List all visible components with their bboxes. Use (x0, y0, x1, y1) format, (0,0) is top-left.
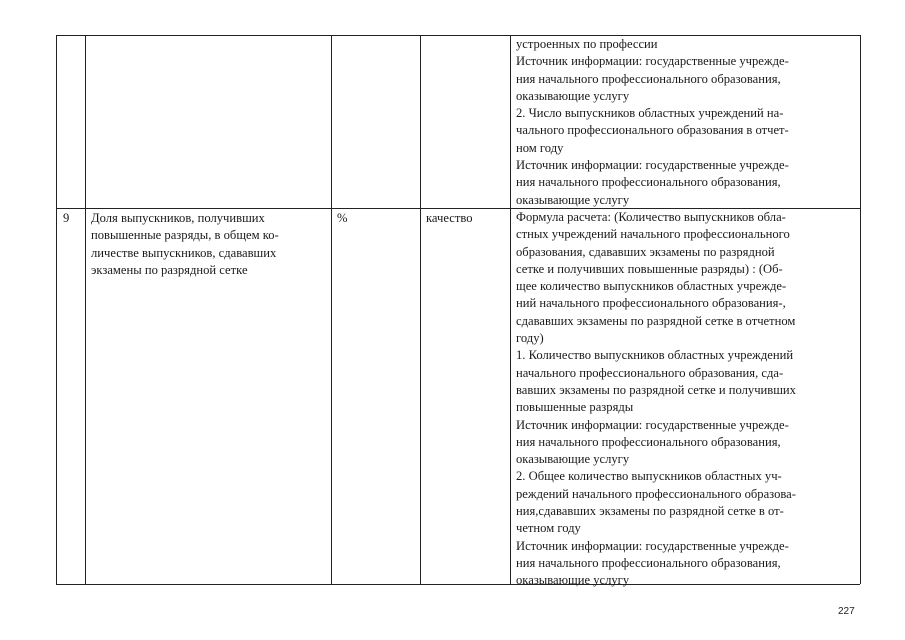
indicator-line: повышенные разряды, в общем ко- (91, 228, 279, 243)
description-line: сдававших экзамены по разрядной сетке в отчетном (516, 313, 796, 328)
description-line: Источник информации: государственные учрежде- (516, 417, 789, 432)
column-divider-type (510, 35, 511, 584)
row-number: 9 (63, 211, 70, 225)
description-line: Источник информации: государственные учрежде- (516, 158, 789, 173)
description-line: чального профессионального образования в отчет- (516, 123, 789, 138)
description-line: ния начального профессионального образования, (516, 175, 781, 190)
indicator-line: экзамены по разрядной сетке (91, 262, 248, 277)
unit-of-measure: % (337, 211, 348, 225)
description-line: ния,сдававших экзамены по разрядной сетке в от- (516, 504, 784, 519)
indicator-name (91, 210, 329, 279)
description-line: ния начального профессионального образования, (516, 434, 781, 449)
continued-row-description (516, 36, 858, 209)
page-number: 227 (838, 606, 855, 617)
description-line: ния начального профессионального образования, (516, 71, 781, 86)
description-line: ния начального профессионального образования, (516, 555, 781, 570)
description-line: устроенных по профессии (516, 37, 658, 51)
description-line: Источник информации: государственные учрежде- (516, 54, 789, 69)
column-divider-unit (420, 35, 421, 584)
description-line: оказывающие услугу (516, 573, 630, 588)
description-line: стных учреждений начального профессионального (516, 227, 790, 242)
description-line: сетке и получивших повышенные разряды) : (Об- (516, 261, 783, 276)
column-divider-indicator (331, 35, 332, 584)
description-line: щее количество выпускников областных учрежде- (516, 279, 787, 294)
description-line: оказывающие услугу (516, 88, 630, 103)
description-line: вавших экзамены по разрядной сетке и получивших (516, 382, 796, 397)
description-line: Формула расчета: (Количество выпускников обла- (516, 210, 786, 224)
column-divider-number (85, 35, 86, 584)
description-line: 2. Общее количество выпускников областных уч- (516, 469, 782, 484)
description-line: 2. Число выпускников областных учреждений на- (516, 106, 784, 121)
description-line: 1. Количество выпускников областных учреждений (516, 348, 794, 363)
description-line: Источник информации: государственные учрежде- (516, 538, 789, 553)
description-line: году) (516, 331, 544, 346)
description-line: ном году (516, 140, 564, 155)
description-line: оказывающие услугу (516, 192, 630, 207)
description-line: оказывающие услугу (516, 452, 630, 467)
description-line: образования, сдававших экзамены по разрядной (516, 244, 775, 259)
table-border-left (56, 35, 57, 584)
description-line: повышенные разряды (516, 400, 634, 415)
description-line: реждений начального профессионального образова- (516, 486, 796, 501)
indicator-line: личестве выпускников, сдававших (91, 245, 277, 260)
description-line: ний начального профессионального образования-, (516, 296, 786, 311)
table-border-right (860, 35, 861, 584)
description-line: четном году (516, 521, 581, 536)
indicator-line: Доля выпускников, получивших (91, 211, 265, 225)
description-line: начального профессионального образования, сда- (516, 365, 784, 380)
indicator-type: качество (426, 211, 473, 225)
row-9-description (516, 209, 858, 590)
